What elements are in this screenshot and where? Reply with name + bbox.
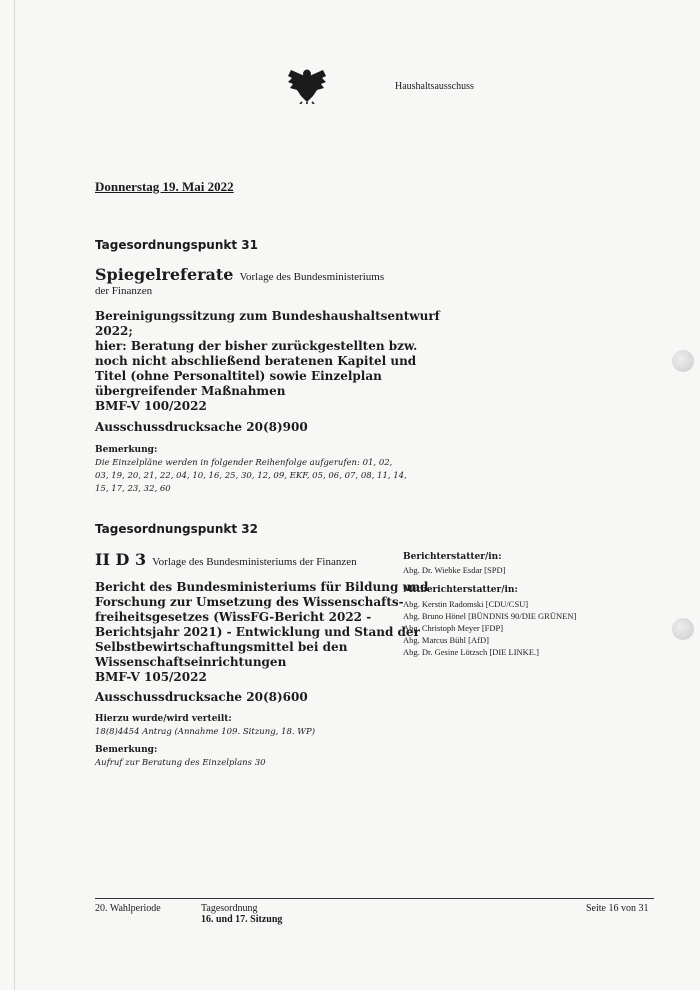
co-rapporteur-entry: Abg. Christoph Meyer [FDP] [403, 623, 504, 633]
agenda-item-31-remark-label: Bemerkung: [95, 445, 158, 455]
punch-hole-bottom [672, 618, 694, 640]
scan-edge [14, 0, 15, 990]
agenda-item-32-drucksache: Ausschussdrucksache 20(8)600 [95, 690, 308, 704]
footer-agenda [201, 903, 282, 925]
reference-source: Vorlage des Bundesministeriums der Finanzen [95, 271, 385, 297]
agenda-item-31-title: Tagesordnungspunkt 31 [95, 238, 258, 252]
reference-unit: Spiegelreferate [95, 265, 234, 284]
footer-agenda-label: Tagesordnung [201, 903, 258, 914]
co-rapporteur-entry: Abg. Dr. Gesine Lötzsch [DIE LINKE.] [403, 647, 539, 657]
distributed-text: 18(8)4454 Antrag (Annahme 109. Sitzung, 18. WP) [95, 727, 316, 737]
reference-source: Vorlage des Bundesministeriums der Finanzen [152, 556, 357, 568]
footer-rule [95, 898, 654, 899]
agenda-item-31-subject [95, 309, 440, 414]
agenda-item-31-drucksache: Ausschussdrucksache 20(8)900 [95, 420, 308, 434]
rapporteur-label: Berichterstatter/in: [403, 552, 502, 562]
session-date: Donnerstag 19. Mai 2022 [95, 179, 234, 194]
subject-line: noch nicht abschließend beratenen Kapitel und [95, 354, 417, 368]
footer-page-number: Seite 16 von 31 [586, 903, 649, 914]
agenda-item-32-remark-label: Bemerkung: [95, 745, 158, 755]
agenda-item-32-distributed-label: Hierzu wurde/wird verteilt: [95, 714, 232, 724]
committee-name: Haushaltsausschuss [395, 81, 474, 92]
subject-line: Titel (ohne Personaltitel) sowie Einzelplan [95, 369, 382, 383]
remark-text: Aufruf zur Beratung des Einzelplans 30 [95, 758, 266, 768]
federal-eagle-icon [285, 66, 329, 104]
co-rapporteur-entry: Abg. Marcus Bühl [AfD] [403, 635, 489, 645]
agenda-item-31-remark [95, 457, 407, 496]
subject-line: Berichtsjahr 2021) - Entwicklung und Stand der [95, 625, 420, 639]
subject-line: hier: Beratung der bisher zurückgestellten bzw. [95, 339, 418, 353]
subject-line: Forschung zur Umsetzung des Wissenschafts- [95, 595, 404, 609]
co-rapporteur-label: Mitberichterstatter/in: [403, 585, 518, 595]
subject-line: Bereinigungssitzung zum Bundeshaushaltsentwurf [95, 309, 440, 323]
remark-line: 15, 17, 23, 32, 60 [95, 484, 171, 494]
agenda-item-32-reference [95, 550, 405, 569]
agenda-item-31-reference [95, 265, 395, 298]
co-rapporteur-entry: Abg. Kerstin Radomski [CDU/CSU] [403, 599, 529, 609]
co-rapporteur-list [403, 598, 576, 658]
subject-line: BMF-V 100/2022 [95, 399, 207, 413]
rapporteur-list [403, 564, 505, 576]
footer-period: 20. Wahlperiode [95, 903, 161, 914]
subject-line: Bericht des Bundesministeriums für Bildung und [95, 580, 429, 594]
agenda-item-32-distributed [95, 726, 395, 739]
subject-line: Selbstbewirtschaftungsmittel bei den [95, 640, 348, 654]
remark-line: Die Einzelpläne werden in folgender Reihenfolge aufgerufen: 01, 02, [95, 458, 393, 468]
punch-hole-top [672, 350, 694, 372]
co-rapporteur-entry: Abg. Bruno Hönel [BÜNDNIS 90/DIE GRÜNEN] [403, 611, 577, 621]
agenda-item-32-title: Tagesordnungspunkt 32 [95, 522, 258, 536]
reference-unit: II D 3 [95, 550, 147, 569]
subject-line: Wissenschaftseinrichtungen [95, 655, 287, 669]
subject-line: übergreifender Maßnahmen [95, 384, 286, 398]
footer-sessions: 16. und 17. Sitzung [201, 914, 283, 925]
agenda-item-32-remark [95, 757, 395, 770]
subject-line: 2022; [95, 324, 133, 338]
subject-line: BMF-V 105/2022 [95, 670, 207, 684]
rapporteur-entry: Abg. Dr. Wiebke Esdar [SPD] [403, 565, 506, 575]
subject-line: freiheitsgesetzes (WissFG-Bericht 2022 - [95, 610, 372, 624]
remark-line: 03, 19, 20, 21, 22, 04, 10, 16, 25, 30, 12, 09, EKF, 05, 06, 07, 08, 11, 14, [95, 471, 407, 481]
agenda-item-32-subject [95, 580, 429, 685]
